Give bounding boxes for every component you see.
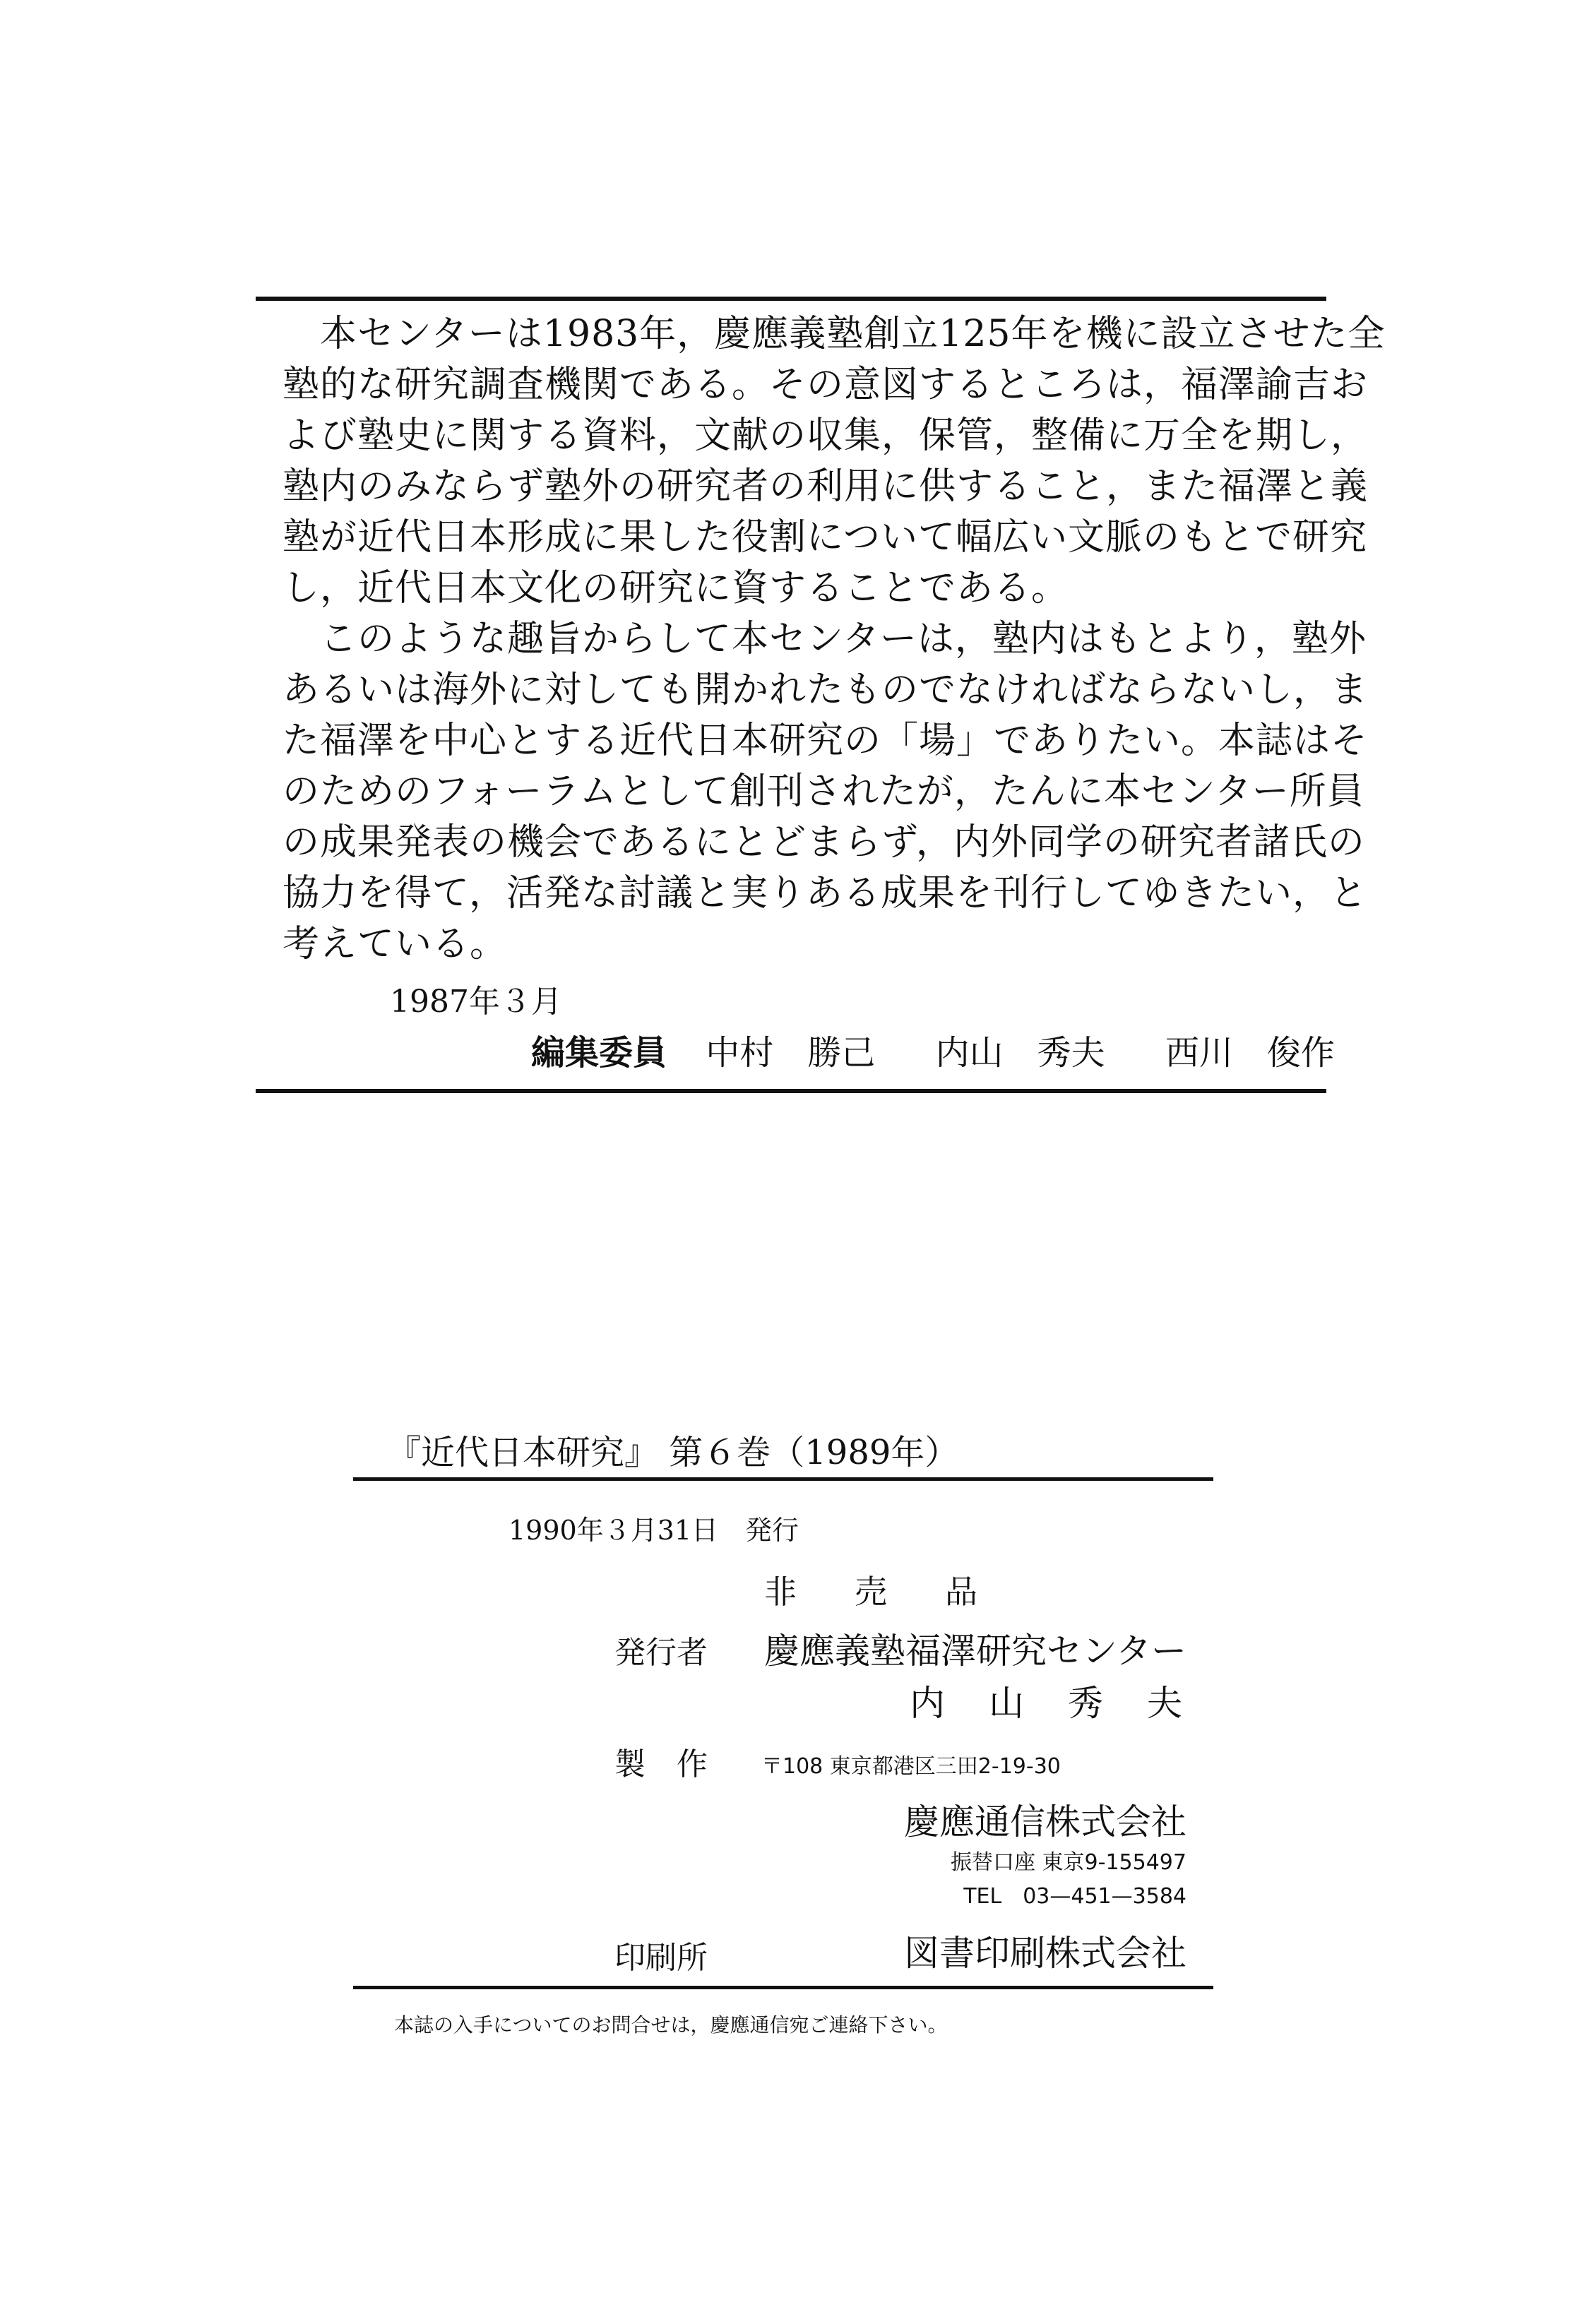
preface-line: 考えている。 [282, 923, 508, 965]
colophon-bottom-rule [353, 1986, 1213, 1989]
preface-bottom-rule [256, 1089, 1326, 1093]
preface-line: よび塾史に関する資料，文献の収集，保管，整備に万全を期し， [282, 415, 1369, 457]
colophon-title: 『近代日本研究』 第６巻（1989年） [387, 1433, 959, 1472]
editor-name: 内山 秀夫 [935, 1033, 1105, 1073]
preface-line: 塾が近代日本形成に果した役割について幅広い文脈のもとで研究 [282, 516, 1367, 559]
editors-line [531, 1025, 1335, 1074]
preface-line: このような趣旨からして本センターは，塾内はもとより，塾外 [282, 618, 1367, 660]
footnote: 本誌の入手についてのお問合せは，慶應通信宛ご連絡下さい。 [394, 2013, 948, 2037]
preface-line: 協力を得て，活発な討議と実りある成果を刊行してゆきたい，と [282, 872, 1367, 914]
transfer-account: 振替口座 東京9-155497 [951, 1850, 1186, 1875]
publisher-person: 内 山 秀 夫 [910, 1683, 1186, 1724]
preface-line: の成果発表の機会であるにとどまらず，内外同学の研究者諸氏の [282, 821, 1365, 864]
editor-name: 中村 勝己 [706, 1033, 876, 1073]
tel-number: TEL 03—451—3584 [963, 1884, 1186, 1909]
production-company: 慶應通信株式会社 [904, 1801, 1186, 1842]
preface-line: 塾的な研究調査機関である。その意図するところは，福澤諭吉お [282, 364, 1369, 406]
preface-top-rule [256, 297, 1326, 301]
preface-line: た福澤を中心とする近代日本研究の「場」でありたい。本誌はそ [282, 720, 1369, 762]
printer-label: 印刷所 [614, 1940, 708, 1976]
issue-date: 1990年３月31日 発行 [509, 1515, 799, 1546]
preface-line: し，近代日本文化の研究に資することである。 [282, 567, 1069, 609]
publisher-label: 発行者 [614, 1635, 708, 1671]
preface-line: 本センターは1983年，慶應義塾創立125年を機に設立させた全 [282, 313, 1386, 355]
printer-company: 図書印刷株式会社 [904, 1933, 1186, 1974]
not-for-sale: 非 売 品 [764, 1573, 990, 1611]
preface-line: あるいは海外に対しても開かれたものでなければならないし，ま [282, 669, 1369, 711]
preface-line: 塾内のみならず塾外の研究者の利用に供すること，また福澤と義 [282, 465, 1369, 508]
publisher-org: 慶應義塾福澤研究センター [764, 1631, 1186, 1672]
production-label: 製 作 [614, 1746, 708, 1782]
production-address: 〒108 東京都港区三田2-19-30 [761, 1754, 1061, 1779]
colophon-top-rule [353, 1477, 1213, 1481]
preface-date: 1987年３月 [390, 984, 562, 1020]
editors-label: 編集委員 [531, 1033, 667, 1073]
preface-line: のためのフォーラムとして創刊されたが，たんに本センター所員 [282, 770, 1364, 813]
editor-name: 西川 俊作 [1165, 1033, 1335, 1073]
